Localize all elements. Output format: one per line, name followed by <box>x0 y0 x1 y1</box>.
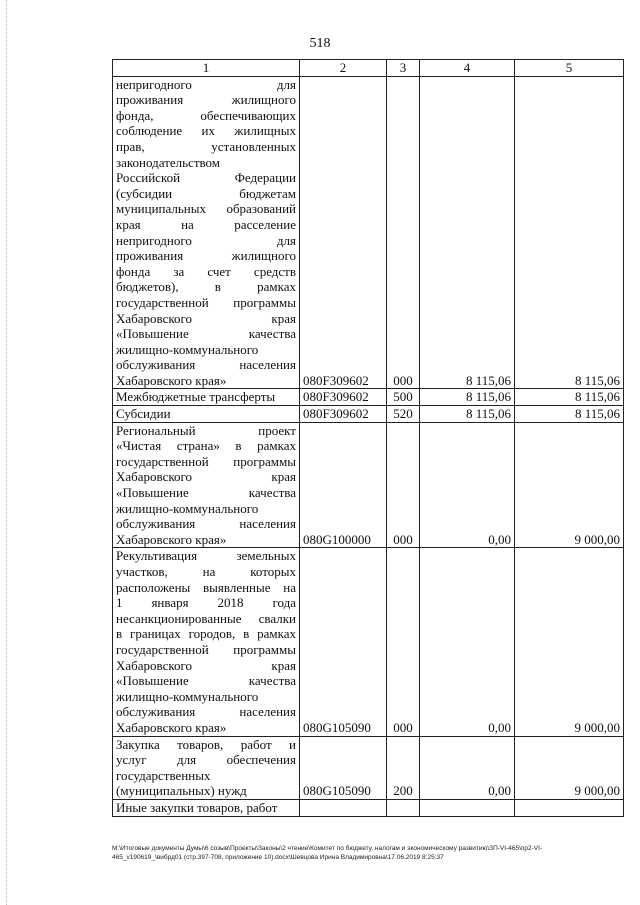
row-expense-type <box>387 799 420 816</box>
description-line: государственной программы <box>116 294 296 310</box>
description-line: «Повышение качества <box>116 326 296 342</box>
row-sum-1: 0,00 <box>420 548 515 736</box>
description-line: Хабаровского края» <box>116 719 227 735</box>
row-expense-type: 520 <box>387 406 420 423</box>
row-sum-1: 0,00 <box>420 736 515 799</box>
description-line: Региональный проект <box>116 422 296 438</box>
row-sum-2: 8 115,06 <box>515 389 624 406</box>
row-sum-2: 9 000,00 <box>515 736 624 799</box>
page-number: 518 <box>309 36 331 51</box>
row-description <box>113 548 300 736</box>
row-code: 080G100000 <box>300 422 387 548</box>
description-line: жилищно-коммунального <box>116 688 259 704</box>
row-description <box>113 799 300 816</box>
header-col-1: 1 <box>113 60 300 77</box>
row-sum-2 <box>515 799 624 816</box>
footer-line: 465_v190619_\вибрд01 (стр.397-708, приложение 10).docx\Шевцова Ирина Владимировна\17.06.2019 8:25:37 <box>112 854 444 861</box>
description-line: обслуживания населения <box>116 704 296 720</box>
file-path-footer <box>112 844 612 862</box>
row-code <box>300 799 387 816</box>
description-line: Хабаровского края <box>116 657 296 673</box>
row-code: 080F309602 <box>300 76 387 389</box>
description-line: законодательством <box>116 154 221 170</box>
row-description <box>113 736 300 799</box>
description-line: Российской Федерации <box>116 170 296 186</box>
description-line: фонда за счет средств <box>116 263 296 279</box>
description-line: прав, установленных <box>116 138 296 154</box>
row-sum-1: 8 115,06 <box>420 406 515 423</box>
description-line: Субсидии <box>116 406 171 422</box>
header-col-3: 3 <box>387 60 420 77</box>
description-line: расположены выявленные на <box>116 579 296 595</box>
table-header-row <box>113 60 624 77</box>
row-description <box>113 389 300 406</box>
description-line: (муниципальных) нужд <box>116 783 247 799</box>
description-line: несанкционированные свалки <box>116 610 296 626</box>
description-line: государственных <box>116 767 211 783</box>
table-row <box>113 799 624 816</box>
description-line: в границах городов, в рамках <box>116 626 296 642</box>
row-sum-1: 8 115,06 <box>420 389 515 406</box>
table-row <box>113 406 624 423</box>
row-code: 080F309602 <box>300 389 387 406</box>
description-line: непригодного для <box>116 232 296 248</box>
header-col-2: 2 <box>300 60 387 77</box>
description-line: Хабаровского края <box>116 469 296 485</box>
description-line: жилищно-коммунального <box>116 341 259 357</box>
description-line: услуг для обеспечения <box>116 752 296 768</box>
row-code: 080G105090 <box>300 736 387 799</box>
table-row <box>113 548 624 736</box>
description-line: обслуживания населения <box>116 516 296 532</box>
description-line: государственной программы <box>116 453 296 469</box>
row-sum-2: 8 115,06 <box>515 406 624 423</box>
description-line: проживания жилищного <box>116 248 296 264</box>
row-sum-2: 8 115,06 <box>515 76 624 389</box>
description-line: Рекультивация земельных <box>116 548 296 564</box>
budget-table <box>112 59 624 817</box>
description-line: «Повышение качества <box>116 485 296 501</box>
row-description <box>113 76 300 389</box>
row-description <box>113 422 300 548</box>
footer-line: М:\Итоговые документы Думы\6 созыв\Проекты\Законы\2 чтение\Комитет по бюджету, налогам и экономическому развитию\ЗП-VI-465\пр2-VI- <box>112 845 543 852</box>
row-sum-1: 8 115,06 <box>420 76 515 389</box>
row-expense-type: 000 <box>387 76 420 389</box>
description-line: 1 января 2018 года <box>116 595 296 611</box>
description-line: государственной программы <box>116 641 296 657</box>
table-row <box>113 76 624 389</box>
description-line: бюджетов), в рамках <box>116 279 296 295</box>
row-description <box>113 406 300 423</box>
row-sum-2: 9 000,00 <box>515 548 624 736</box>
description-line: Хабаровского края <box>116 310 296 326</box>
description-line: (субсидии бюджетам <box>116 185 296 201</box>
row-expense-type: 500 <box>387 389 420 406</box>
description-line: «Чистая страна» в рамках <box>116 438 296 454</box>
row-expense-type: 000 <box>387 548 420 736</box>
description-line: «Повышение качества <box>116 673 296 689</box>
row-expense-type: 200 <box>387 736 420 799</box>
description-line: Межбюджетные трансферты <box>116 389 276 405</box>
table-row <box>113 736 624 799</box>
description-line: муниципальных образований <box>116 201 296 217</box>
table-row <box>113 389 624 406</box>
description-line: непригодного для <box>116 76 296 92</box>
description-line: Закупка товаров, работ и <box>116 736 296 752</box>
row-expense-type: 000 <box>387 422 420 548</box>
description-line: Хабаровского края» <box>116 372 227 388</box>
row-sum-2: 9 000,00 <box>515 422 624 548</box>
description-line: соблюдение их жилищных <box>116 123 296 139</box>
description-line: Хабаровского края» <box>116 531 227 547</box>
description-line: фонда, обеспечивающих <box>116 107 296 123</box>
table-row <box>113 422 624 548</box>
row-sum-1 <box>420 799 515 816</box>
row-code: 080G105090 <box>300 548 387 736</box>
description-line: участков, на которых <box>116 564 296 579</box>
description-line: Иные закупки товаров, работ <box>116 799 278 815</box>
description-line: жилищно-коммунального <box>116 500 259 516</box>
page-edge-line <box>6 0 8 905</box>
description-line: обслуживания населения <box>116 357 296 373</box>
row-sum-1: 0,00 <box>420 422 515 548</box>
header-col-4: 4 <box>420 60 515 77</box>
header-col-5: 5 <box>515 60 624 77</box>
description-line: края на расселение <box>116 216 296 232</box>
description-line: проживания жилищного <box>116 92 296 108</box>
row-code: 080F309602 <box>300 406 387 423</box>
